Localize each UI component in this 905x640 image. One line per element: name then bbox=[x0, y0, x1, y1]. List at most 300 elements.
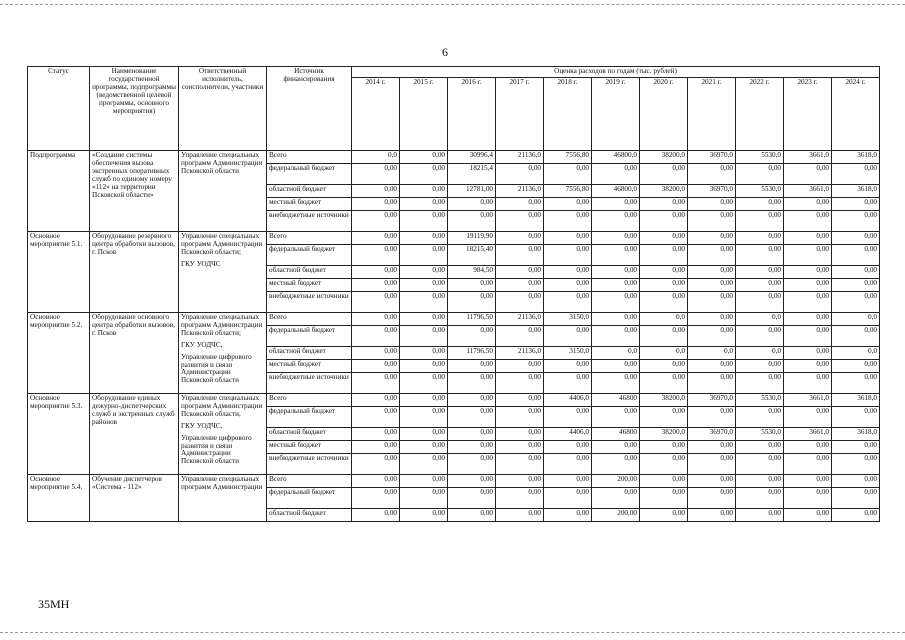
footer-code: 35МН bbox=[38, 597, 70, 611]
executor-cell bbox=[179, 474, 267, 521]
amount-cell: 46800,0 bbox=[592, 150, 640, 163]
amount-cell: 0,00 bbox=[688, 265, 736, 278]
table-body bbox=[28, 150, 880, 521]
amount-cell: 0,00 bbox=[400, 474, 448, 487]
amount-cell: 0,00 bbox=[736, 231, 784, 244]
amount-cell: 38200,0 bbox=[640, 393, 688, 406]
amount-cell: 0,00 bbox=[832, 278, 880, 291]
amount-cell: 0,00 bbox=[544, 291, 592, 312]
amount-cell: 0,00 bbox=[736, 359, 784, 372]
amount-cell: 0,0 bbox=[832, 346, 880, 359]
amount-cell: 0,00 bbox=[448, 440, 496, 453]
amount-cell: 0,00 bbox=[352, 291, 400, 312]
amount-cell: 0,00 bbox=[448, 291, 496, 312]
table-row bbox=[28, 312, 880, 325]
amount-cell: 0,00 bbox=[544, 508, 592, 521]
amount-cell: 0,00 bbox=[736, 453, 784, 474]
amount-cell: 0,00 bbox=[544, 210, 592, 231]
amount-cell: 0,00 bbox=[736, 440, 784, 453]
amount-cell: 0,00 bbox=[352, 406, 400, 427]
funding-source-cell: федеральный бюджет bbox=[267, 406, 352, 427]
amount-cell: 0,00 bbox=[784, 325, 832, 346]
executor-line: Управление специальных программ Администрации Псковской области bbox=[181, 150, 263, 175]
amount-cell: 0,00 bbox=[688, 210, 736, 231]
amount-cell: 0,00 bbox=[544, 244, 592, 265]
amount-cell: 0,00 bbox=[544, 487, 592, 508]
amount-cell: 36970,0 bbox=[688, 393, 736, 406]
program-name-cell: Оборудование резервного центра обработки вызовов, г. Псков bbox=[90, 231, 179, 312]
amount-cell: 0,00 bbox=[496, 210, 544, 231]
budget-table bbox=[27, 66, 880, 522]
funding-source-cell: внебюджетные источники bbox=[267, 453, 352, 474]
amount-cell: 0,00 bbox=[448, 508, 496, 521]
executor-line: Управление цифрового развития и связи Администрации Псковской области bbox=[181, 352, 252, 385]
amount-cell: 0,00 bbox=[784, 210, 832, 231]
amount-cell: 5530,0 bbox=[736, 184, 784, 197]
amount-cell: 4406,0 bbox=[544, 427, 592, 440]
amount-cell: 3661,0 bbox=[784, 184, 832, 197]
amount-cell: 0,00 bbox=[736, 372, 784, 393]
amount-cell: 0,00 bbox=[784, 197, 832, 210]
funding-source-cell: местный бюджет bbox=[267, 278, 352, 291]
amount-cell: 0,00 bbox=[544, 278, 592, 291]
amount-cell: 0,00 bbox=[784, 278, 832, 291]
amount-cell: 0,00 bbox=[496, 163, 544, 184]
amount-cell: 0,00 bbox=[832, 291, 880, 312]
amount-cell: 0,00 bbox=[688, 487, 736, 508]
amount-cell: 5530,0 bbox=[736, 150, 784, 163]
amount-cell: 0,00 bbox=[544, 406, 592, 427]
amount-cell: 0,00 bbox=[352, 210, 400, 231]
amount-cell: 0,00 bbox=[832, 231, 880, 244]
amount-cell: 0,00 bbox=[688, 312, 736, 325]
amount-cell: 38200,0 bbox=[640, 150, 688, 163]
amount-cell: 0,00 bbox=[640, 197, 688, 210]
amount-cell: 21136,0 bbox=[496, 346, 544, 359]
header-year: 2014 г. bbox=[352, 77, 400, 150]
amount-cell: 4406,0 bbox=[544, 393, 592, 406]
amount-cell: 5530,0 bbox=[736, 427, 784, 440]
amount-cell: 0,00 bbox=[784, 508, 832, 521]
amount-cell: 5530,0 bbox=[736, 393, 784, 406]
header-year: 2017 г. bbox=[496, 77, 544, 150]
amount-cell: 0,00 bbox=[592, 359, 640, 372]
amount-cell: 984,50 bbox=[448, 265, 496, 278]
header-source: Источник финансирования bbox=[267, 67, 352, 151]
amount-cell: 0,00 bbox=[688, 453, 736, 474]
funding-source-cell: областной бюджет bbox=[267, 346, 352, 359]
amount-cell: 21136,0 bbox=[496, 312, 544, 325]
amount-cell: 0,00 bbox=[400, 346, 448, 359]
amount-cell: 0,00 bbox=[592, 244, 640, 265]
amount-cell: 0,00 bbox=[544, 197, 592, 210]
executor-line: Управление специальных программ Администрации Псковской области, bbox=[181, 393, 263, 418]
amount-cell: 0,00 bbox=[544, 359, 592, 372]
amount-cell: 0,00 bbox=[496, 291, 544, 312]
amount-cell: 0,00 bbox=[736, 508, 784, 521]
amount-cell: 0,00 bbox=[832, 474, 880, 487]
amount-cell: 0,00 bbox=[352, 231, 400, 244]
amount-cell: 0,00 bbox=[352, 163, 400, 184]
amount-cell: 0,00 bbox=[496, 265, 544, 278]
funding-source-cell: федеральный бюджет bbox=[267, 163, 352, 184]
amount-cell: 0,00 bbox=[400, 508, 448, 521]
amount-cell: 0,00 bbox=[544, 453, 592, 474]
amount-cell: 7556,80 bbox=[544, 150, 592, 163]
amount-cell: 0,00 bbox=[640, 474, 688, 487]
amount-cell: 0,00 bbox=[400, 312, 448, 325]
executor-line: Управление цифрового развития и связи Администрации Псковской области bbox=[181, 433, 252, 466]
program-name-cell: Оборудование основного центра обработки вызовов, г. Псков bbox=[90, 312, 179, 393]
amount-cell: 0,00 bbox=[496, 359, 544, 372]
table-row bbox=[28, 474, 880, 487]
status-cell: Основное мероприятие 5.3. bbox=[28, 393, 90, 474]
amount-cell: 0,00 bbox=[448, 487, 496, 508]
amount-cell: 0,00 bbox=[400, 427, 448, 440]
amount-cell: 0,00 bbox=[352, 440, 400, 453]
amount-cell: 0,00 bbox=[352, 184, 400, 197]
header-year: 2019 г. bbox=[592, 77, 640, 150]
page-number: 6 bbox=[442, 45, 448, 59]
amount-cell: 0,00 bbox=[352, 312, 400, 325]
header-executor: Ответственный исполнитель, соисполнители, участники bbox=[179, 67, 267, 151]
amount-cell: 0,00 bbox=[592, 406, 640, 427]
header-year: 2016 г. bbox=[448, 77, 496, 150]
amount-cell: 0,00 bbox=[784, 163, 832, 184]
amount-cell: 21136,0 bbox=[496, 184, 544, 197]
amount-cell: 36970,0 bbox=[688, 184, 736, 197]
amount-cell: 0,00 bbox=[688, 440, 736, 453]
amount-cell: 0,00 bbox=[736, 406, 784, 427]
amount-cell: 0,00 bbox=[352, 453, 400, 474]
executor-cell bbox=[179, 393, 267, 474]
amount-cell: 0,00 bbox=[832, 210, 880, 231]
amount-cell: 0,00 bbox=[496, 393, 544, 406]
amount-cell: 11796,50 bbox=[448, 346, 496, 359]
amount-cell: 0,00 bbox=[832, 508, 880, 521]
amount-cell: 0,00 bbox=[640, 265, 688, 278]
amount-cell: 38200,0 bbox=[640, 184, 688, 197]
amount-cell: 3618,0 bbox=[832, 150, 880, 163]
funding-source-cell: местный бюджет bbox=[267, 197, 352, 210]
funding-source-cell: внебюджетные источники bbox=[267, 372, 352, 393]
executor-cell bbox=[179, 150, 267, 231]
amount-cell: 0,00 bbox=[688, 244, 736, 265]
amount-cell: 0,00 bbox=[400, 291, 448, 312]
scan-edge-bottom bbox=[0, 632, 905, 633]
amount-cell: 0,00 bbox=[352, 278, 400, 291]
amount-cell: 0,00 bbox=[736, 197, 784, 210]
amount-cell: 0,00 bbox=[400, 453, 448, 474]
table-row bbox=[28, 393, 880, 406]
amount-cell: 0,00 bbox=[640, 278, 688, 291]
amount-cell: 0,00 bbox=[592, 453, 640, 474]
amount-cell: 19119,90 bbox=[448, 231, 496, 244]
amount-cell: 0,00 bbox=[784, 474, 832, 487]
amount-cell: 0,00 bbox=[592, 291, 640, 312]
amount-cell: 0,00 bbox=[640, 291, 688, 312]
amount-cell: 0,00 bbox=[640, 406, 688, 427]
amount-cell: 3618,0 bbox=[832, 427, 880, 440]
amount-cell: 0,00 bbox=[736, 265, 784, 278]
header-year: 2022 г. bbox=[736, 77, 784, 150]
amount-cell: 36970,0 bbox=[688, 150, 736, 163]
amount-cell: 0,00 bbox=[352, 427, 400, 440]
amount-cell: 0,00 bbox=[784, 291, 832, 312]
amount-cell: 200,00 bbox=[592, 474, 640, 487]
header-status: Статус bbox=[28, 67, 90, 151]
amount-cell: 0,00 bbox=[736, 325, 784, 346]
amount-cell: 0,00 bbox=[400, 150, 448, 163]
amount-cell: 0,0 bbox=[352, 150, 400, 163]
amount-cell: 200,00 bbox=[592, 508, 640, 521]
funding-source-cell: областной бюджет bbox=[267, 184, 352, 197]
amount-cell: 0,00 bbox=[688, 359, 736, 372]
amount-cell: 0,00 bbox=[496, 278, 544, 291]
amount-cell: 46800 bbox=[592, 393, 640, 406]
amount-cell: 0,00 bbox=[400, 372, 448, 393]
amount-cell: 0,00 bbox=[448, 427, 496, 440]
executor-line: Управление специальных программ Администрации bbox=[181, 474, 263, 491]
amount-cell: 0,00 bbox=[544, 163, 592, 184]
amount-cell: 0,00 bbox=[736, 163, 784, 184]
status-cell: Основное мероприятие 5.4. bbox=[28, 474, 90, 521]
amount-cell: 0,00 bbox=[496, 231, 544, 244]
status-cell: Основное мероприятие 5.1. bbox=[28, 231, 90, 312]
scan-edge-top bbox=[0, 4, 905, 5]
amount-cell: 0,00 bbox=[400, 244, 448, 265]
amount-cell: 0,00 bbox=[736, 487, 784, 508]
amount-cell: 0,00 bbox=[352, 265, 400, 278]
amount-cell: 21136,0 bbox=[496, 150, 544, 163]
funding-source-cell: областной бюджет bbox=[267, 427, 352, 440]
amount-cell: 0,00 bbox=[496, 372, 544, 393]
header-year: 2020 г. bbox=[640, 77, 688, 150]
amount-cell: 0,00 bbox=[496, 453, 544, 474]
amount-cell: 36970,0 bbox=[688, 427, 736, 440]
amount-cell: 0,00 bbox=[832, 440, 880, 453]
amount-cell: 0,00 bbox=[400, 210, 448, 231]
header-year: 2023 г. bbox=[784, 77, 832, 150]
amount-cell: 0,00 bbox=[688, 474, 736, 487]
table-row bbox=[28, 150, 880, 163]
amount-cell: 0,00 bbox=[640, 508, 688, 521]
amount-cell: 3618,0 bbox=[832, 184, 880, 197]
amount-cell: 0,00 bbox=[832, 406, 880, 427]
amount-cell: 0,00 bbox=[496, 325, 544, 346]
executor-cell bbox=[179, 312, 267, 393]
amount-cell: 0,0 bbox=[736, 346, 784, 359]
amount-cell: 0,00 bbox=[640, 244, 688, 265]
amount-cell: 0,00 bbox=[448, 393, 496, 406]
amount-cell: 0,00 bbox=[448, 278, 496, 291]
amount-cell: 0,00 bbox=[784, 346, 832, 359]
amount-cell: 0,00 bbox=[496, 508, 544, 521]
header-name: Наименование государственной программы, подпрограммы (ведомственной целевой программы, основного мероприятия) bbox=[90, 67, 179, 151]
amount-cell: 0,00 bbox=[688, 163, 736, 184]
amount-cell: 0,00 bbox=[496, 474, 544, 487]
amount-cell: 0,00 bbox=[688, 278, 736, 291]
amount-cell: 0,00 bbox=[784, 406, 832, 427]
amount-cell: 0,00 bbox=[688, 325, 736, 346]
amount-cell: 18215,4 bbox=[448, 163, 496, 184]
amount-cell: 3150,0 bbox=[544, 346, 592, 359]
header-year: 2024 г. bbox=[832, 77, 880, 150]
amount-cell: 0,00 bbox=[400, 163, 448, 184]
amount-cell: 0,00 bbox=[688, 231, 736, 244]
executor-line: Управление специальных программ Администрации Псковской области; bbox=[181, 312, 263, 337]
amount-cell: 0,00 bbox=[352, 346, 400, 359]
amount-cell: 0,00 bbox=[400, 487, 448, 508]
amount-cell: 0,00 bbox=[640, 163, 688, 184]
amount-cell: 0,00 bbox=[496, 487, 544, 508]
amount-cell: 7556,80 bbox=[544, 184, 592, 197]
funding-source-cell: местный бюджет bbox=[267, 440, 352, 453]
amount-cell: 0,00 bbox=[400, 265, 448, 278]
amount-cell: 0,0 bbox=[592, 346, 640, 359]
amount-cell: 0,00 bbox=[352, 359, 400, 372]
funding-source-cell: федеральный бюджет bbox=[267, 244, 352, 265]
amount-cell: 18215,40 bbox=[448, 244, 496, 265]
amount-cell: 0,00 bbox=[448, 359, 496, 372]
amount-cell: 0,00 bbox=[400, 231, 448, 244]
amount-cell: 0,0 bbox=[688, 346, 736, 359]
amount-cell: 0,00 bbox=[592, 231, 640, 244]
amount-cell: 0,00 bbox=[640, 487, 688, 508]
funding-source-cell: внебюджетные источники bbox=[267, 291, 352, 312]
header-year: 2015 г. bbox=[400, 77, 448, 150]
funding-source-cell: Всего bbox=[267, 474, 352, 487]
amount-cell: 0,00 bbox=[832, 325, 880, 346]
amount-cell: 0,00 bbox=[784, 244, 832, 265]
amount-cell: 0,00 bbox=[736, 474, 784, 487]
amount-cell: 0,00 bbox=[640, 359, 688, 372]
amount-cell: 0,00 bbox=[736, 244, 784, 265]
table-row bbox=[28, 231, 880, 244]
amount-cell: 0,00 bbox=[400, 406, 448, 427]
amount-cell: 46800 bbox=[592, 427, 640, 440]
amount-cell: 38200,0 bbox=[640, 427, 688, 440]
amount-cell: 0,00 bbox=[592, 278, 640, 291]
amount-cell: 0,00 bbox=[592, 210, 640, 231]
amount-cell: 46800,0 bbox=[592, 184, 640, 197]
amount-cell: 0,00 bbox=[544, 372, 592, 393]
amount-cell: 0,00 bbox=[592, 163, 640, 184]
amount-cell: 0,00 bbox=[784, 265, 832, 278]
amount-cell: 0,00 bbox=[544, 440, 592, 453]
executor-line: ГКУ УОДЧС, bbox=[181, 421, 223, 430]
funding-source-cell: областной бюджет bbox=[267, 265, 352, 278]
amount-cell: 11796,50 bbox=[448, 312, 496, 325]
executor-line: Управление специальных программ Администрации Псковской области; bbox=[181, 231, 263, 256]
amount-cell: 0,00 bbox=[688, 291, 736, 312]
amount-cell: 0,00 bbox=[352, 487, 400, 508]
amount-cell: 0,00 bbox=[592, 265, 640, 278]
amount-cell: 0,00 bbox=[736, 210, 784, 231]
amount-cell: 0,00 bbox=[448, 210, 496, 231]
amount-cell: 0,00 bbox=[448, 372, 496, 393]
amount-cell: 0,00 bbox=[832, 359, 880, 372]
amount-cell: 0,0 bbox=[640, 312, 688, 325]
amount-cell: 0,00 bbox=[352, 325, 400, 346]
amount-cell: 0,00 bbox=[784, 487, 832, 508]
amount-cell: 0,00 bbox=[640, 231, 688, 244]
amount-cell: 0,00 bbox=[592, 372, 640, 393]
program-name-cell: Обучение диспетчеров «Система - 112» bbox=[90, 474, 179, 521]
header-estimate: Оценка расходов по годам (тыс. рублей) bbox=[352, 67, 880, 78]
funding-source-cell: федеральный бюджет bbox=[267, 487, 352, 508]
amount-cell: 3661,0 bbox=[784, 393, 832, 406]
amount-cell: 0,00 bbox=[352, 244, 400, 265]
amount-cell: 0,0 bbox=[832, 312, 880, 325]
amount-cell: 0,00 bbox=[400, 325, 448, 346]
amount-cell: 0,00 bbox=[496, 244, 544, 265]
amount-cell: 3661,0 bbox=[784, 427, 832, 440]
amount-cell: 3150,0 bbox=[544, 312, 592, 325]
amount-cell: 0,00 bbox=[400, 393, 448, 406]
amount-cell: 0,0 bbox=[640, 346, 688, 359]
amount-cell: 0,00 bbox=[640, 325, 688, 346]
amount-cell: 0,00 bbox=[736, 278, 784, 291]
funding-source-cell: Всего bbox=[267, 393, 352, 406]
amount-cell: 0,00 bbox=[544, 474, 592, 487]
amount-cell: 0,00 bbox=[496, 427, 544, 440]
amount-cell: 0,00 bbox=[448, 453, 496, 474]
amount-cell: 0,00 bbox=[352, 393, 400, 406]
amount-cell: 0,00 bbox=[496, 406, 544, 427]
amount-cell: 0,00 bbox=[832, 453, 880, 474]
amount-cell: 0,00 bbox=[832, 163, 880, 184]
funding-source-cell: Всего bbox=[267, 231, 352, 244]
amount-cell: 0,00 bbox=[400, 197, 448, 210]
amount-cell: 0,00 bbox=[832, 244, 880, 265]
amount-cell: 30996,4 bbox=[448, 150, 496, 163]
amount-cell: 0,00 bbox=[784, 231, 832, 244]
amount-cell: 3661,0 bbox=[784, 150, 832, 163]
amount-cell: 0,00 bbox=[592, 440, 640, 453]
amount-cell: 0,00 bbox=[544, 325, 592, 346]
program-name-cell: «Создание системы обеспечения вызова экстренных оперативных служб по единому номеру «112» на территории Псковской области» bbox=[90, 150, 179, 231]
amount-cell: 0,00 bbox=[640, 372, 688, 393]
amount-cell: 0,00 bbox=[544, 265, 592, 278]
amount-cell: 0,00 bbox=[448, 197, 496, 210]
amount-cell: 0,00 bbox=[448, 474, 496, 487]
amount-cell: 0,00 bbox=[688, 197, 736, 210]
amount-cell: 0,00 bbox=[400, 184, 448, 197]
amount-cell: 0,00 bbox=[400, 440, 448, 453]
amount-cell: 0,00 bbox=[592, 487, 640, 508]
amount-cell: 0,00 bbox=[784, 312, 832, 325]
amount-cell: 0,00 bbox=[496, 440, 544, 453]
amount-cell: 0,00 bbox=[592, 312, 640, 325]
amount-cell: 0,00 bbox=[832, 372, 880, 393]
amount-cell: 0,00 bbox=[544, 231, 592, 244]
amount-cell: 0,00 bbox=[640, 453, 688, 474]
executor-line: ГКУ УОДЧС bbox=[181, 259, 221, 268]
funding-source-cell: Всего bbox=[267, 312, 352, 325]
executor-line: ГКУ УОДЧС, bbox=[181, 340, 223, 349]
program-name-cell: Оборудование единых дежурно-диспетчерских служб и экстренных служб районов bbox=[90, 393, 179, 474]
amount-cell: 0,00 bbox=[352, 372, 400, 393]
header-year: 2018 г. bbox=[544, 77, 592, 150]
amount-cell: 0,00 bbox=[448, 406, 496, 427]
funding-source-cell: внебюджетные источники bbox=[267, 210, 352, 231]
amount-cell: 3618,0 bbox=[832, 393, 880, 406]
amount-cell: 0,00 bbox=[352, 197, 400, 210]
executor-cell bbox=[179, 231, 267, 312]
amount-cell: 0,00 bbox=[400, 359, 448, 372]
amount-cell: 0,00 bbox=[688, 406, 736, 427]
